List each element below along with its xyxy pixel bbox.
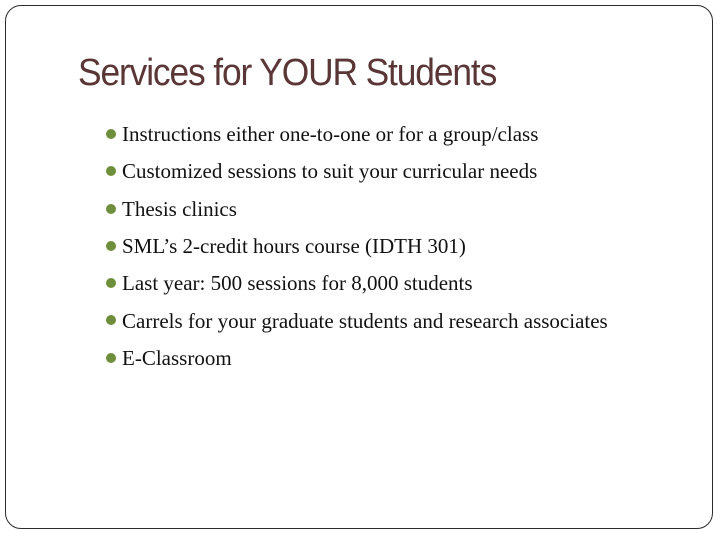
bullet-text: Last year: 500 sessions for 8,000 students xyxy=(122,271,473,296)
bullet-text: Instructions either one-to-one or for a group/class xyxy=(122,122,539,146)
bullet-text: E-Classroom xyxy=(122,346,232,371)
bullet-item xyxy=(106,343,666,373)
bullet-marker-icon xyxy=(106,204,116,214)
slide-title: Services for YOUR Students xyxy=(78,52,497,94)
bullet-marker-icon xyxy=(106,129,116,139)
bullet-item xyxy=(106,231,666,261)
bullet-text: Thesis clinics xyxy=(122,196,237,221)
bullet-marker-icon xyxy=(106,278,116,288)
bullet-text: Customized sessions to suit your curricular needs xyxy=(122,159,538,184)
bullet-marker-icon xyxy=(106,315,116,325)
bullet-marker-icon xyxy=(106,166,116,176)
bullet-item xyxy=(106,305,666,338)
bullet-marker-icon xyxy=(106,241,116,251)
bullet-item xyxy=(106,268,666,298)
bullet-text: Carrels for your graduate students and research associates xyxy=(122,309,608,334)
bullet-item xyxy=(106,156,666,186)
bullet-item xyxy=(106,194,666,224)
bullet-marker-icon xyxy=(106,353,116,363)
bullet-item xyxy=(106,119,666,149)
bullet-list xyxy=(106,119,666,381)
bullet-text: SML’s 2-credit hours course (IDTH 301) xyxy=(122,233,466,258)
